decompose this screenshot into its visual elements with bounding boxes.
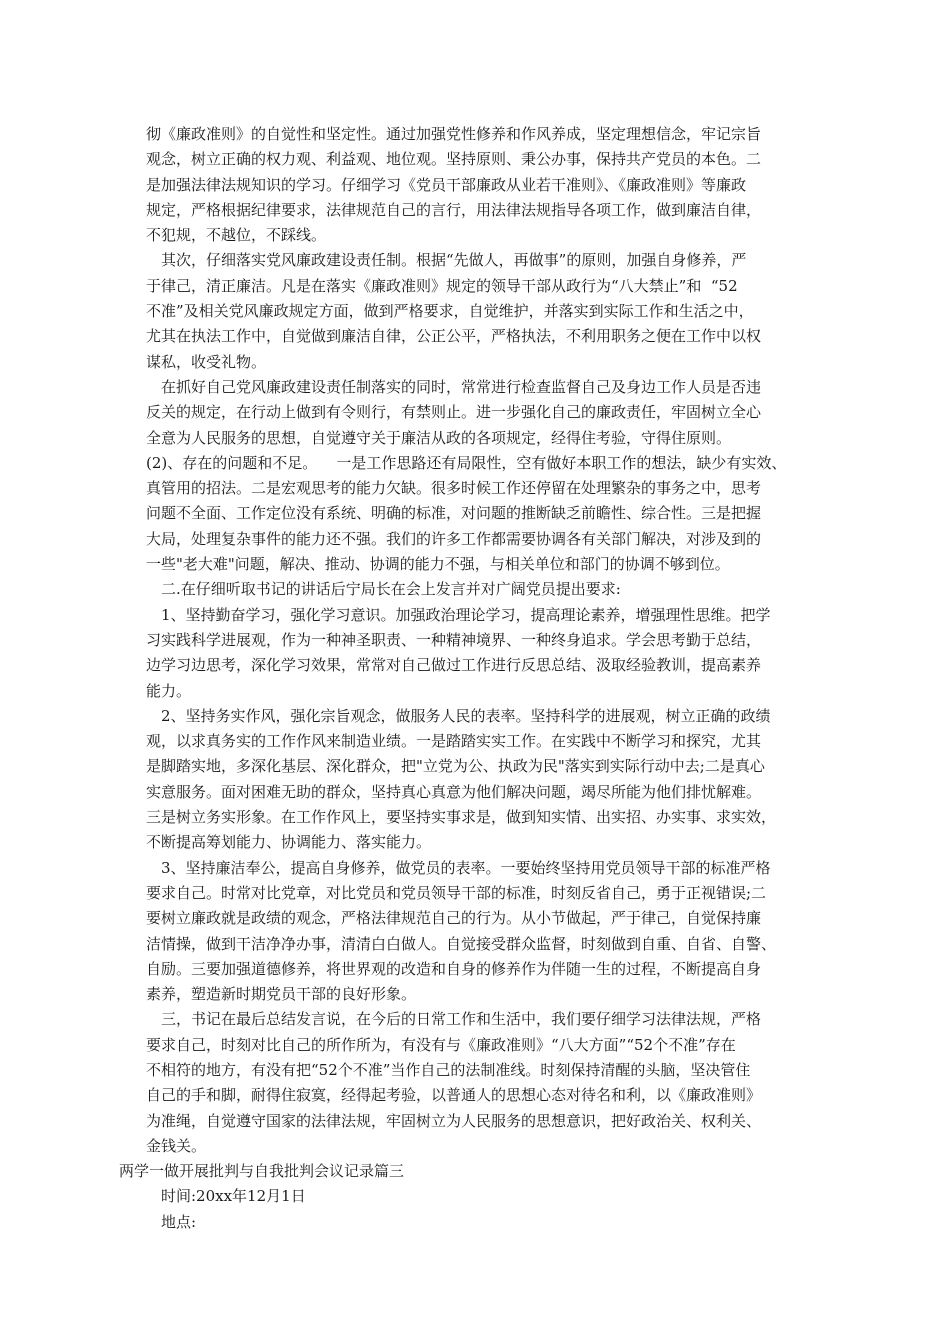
section-heading-line: (2)、存在的问题和不足。 一是工作思路还有局限性，空有做好本职工作的想法，缺少有实效、 — [146, 453, 787, 472]
text-line: 自己的手和脚，耐得住寂寞，经得起考验，以普通人的思想心态对待名和利，以《廉政准则》 — [146, 1086, 762, 1105]
text-line: 边学习边思考，深化学习效果，常常对自己做过工作进行反思总结、汲取经验教训，提高素养 — [146, 656, 762, 675]
text-line: 不准”及相关党风廉政规定方面，做到严格要求，自觉维护，并落实到实际工作和生活之中， — [146, 302, 754, 321]
text-line: 自励。三要加强道德修养，将世界观的改造和自身的修养作为伴随一生的过程，不断提高自身 — [146, 959, 762, 978]
text-line: 不犯规，不越位，不踩线。 — [146, 226, 327, 245]
text-line: 尤其在执法工作中，自觉做到廉洁自律，公正公平，严格执法，不利用职务之便在工作中以权 — [146, 327, 762, 346]
text-line: 实意服务。面对困难无助的群众，坚持真心真意为他们解决问题，竭尽所能为他们排忧解难。 — [146, 782, 762, 801]
text-line: 要树立廉政就是政绩的观念，严格法律规范自己的行为。从小节做起，严于律己，自觉保持廉 — [146, 909, 762, 928]
section-heading-line: 二.在仔细听取书记的讲话后宁局长在会上发言并对广阔党员提出要求: — [161, 580, 621, 599]
paragraph-start-line: 其次，仔细落实党风廉政建设责任制。根据“先做人，再做事”的原则，加强自身修养，严 — [161, 251, 747, 270]
text-line: 不断提高筹划能力、协调能力、落实能力。 — [146, 833, 432, 852]
paragraph-start-line: 2、坚持务实作风，强化宗旨观念，做服务人民的表率。坚持科学的进展观，树立正确的政绩 — [161, 706, 771, 725]
text-line: 真管用的招法。二是宏观思考的能力欠缺。很多时候工作还停留在处理繁杂的事务之中，思考 — [146, 479, 762, 498]
text-line: 观，以求真务实的工作作风来制造业绩。一是踏踏实实工作。在实践中不断学习和探究，尤其 — [146, 732, 762, 751]
text-line: 规定，严格根据纪律要求，法律规范自己的言行，用法律法规指导各项工作，做到廉洁自律， — [146, 200, 762, 219]
text-line: 三是树立务实形象。在工作作风上，要坚持实事求是，做到知实情、出实招、办实事、求实效， — [146, 808, 777, 827]
meeting-location: 地点: — [161, 1212, 197, 1231]
text-line: 洁情操，做到干洁净净办事，清清白白做人。自觉接受群众监督，时刻做到自重、自省、自警、 — [146, 934, 777, 953]
text-line: 谋私，收受礼物。 — [146, 352, 267, 371]
text-line: 于律己，清正廉洁。凡是在落实《廉政准则》规定的领导干部从政行为“八大禁止”和 “52 — [146, 276, 738, 295]
text-line: 要求自己，时刻对比自己的所作所为，有没有与《廉政准则》“八大方面”“52个不准”存在 — [146, 1035, 736, 1054]
text-line: 彻《廉政准则》的自觉性和坚定性。通过加强党性修养和作风养成，坚定理想信念，牢记宗旨 — [146, 125, 762, 143]
text-line: 反关的规定，在行动上做到有令则行，有禁则止。进一步强化自己的廉政责任，牢固树立全心 — [146, 403, 762, 422]
paragraph-start-line: 3、坚持廉洁奉公，提高自身修养，做党员的表率。一要始终坚持用党员领导干部的标准严格 — [161, 858, 771, 877]
article-title: 两学一做开展批判与自我批判会议记录篇三 — [119, 1162, 405, 1181]
meeting-time: 时间:20xx年12月1日 — [161, 1187, 306, 1206]
text-line: 是脚踏实地，多深化基层、深化群众，把"立党为公、执政为民"落实到实际行动中去;二是真心 — [146, 757, 765, 776]
paragraph-start-line: 在抓好自己党风廉政建设责任制落实的同时，常常进行检查监督自己及身边工作人员是否违 — [161, 377, 762, 396]
text-line: 要求自己。时常对比党章，对比党员和党员领导干部的标准，时刻反省自己，勇于正视错误;二 — [146, 883, 767, 902]
text-line: 一些"老大难"问题，解决、推动、协调的能力不强，与相关单位和部门的协调不够到位。 — [146, 555, 730, 574]
text-line: 素养，塑造新时期党员干部的良好形象。 — [146, 985, 417, 1004]
text-line: 是加强法律法规知识的学习。仔细学习《党员干部廉政从业若干准则》、《廉政准则》等廉政 — [146, 175, 747, 194]
paragraph-start-line: 1、坚持勤奋学习，强化学习意识。加强政治理论学习，提高理论素养，增强理性思维。把学 — [161, 605, 771, 624]
paragraph-start-line: 三，书记在最后总结发言说，在今后的日常工作和生活中，我们要仔细学习法律法规，严格 — [161, 1010, 762, 1029]
text-line: 大局，处理复杂事件的能力还不强。我们的许多工作都需要协调各有关部门解决，对涉及到的 — [146, 529, 762, 548]
text-line: 全意为人民服务的思想，自觉遵守关于廉洁从政的各项规定，经得住考验，守得住原则。 — [146, 428, 732, 447]
text-line: 问题不全面、工作定位没有系统、明确的标准，对问题的推断缺乏前瞻性、综合性。三是把握 — [146, 504, 762, 523]
text-line: 观念，树立正确的权力观、利益观、地位观。坚持原则、秉公办事，保持共产党员的本色。二 — [146, 150, 762, 169]
text-line: 为准绳，自觉遵守国家的法律法规，牢固树立为人民服务的思想意识，把好政治关、权利关、 — [146, 1111, 762, 1130]
document-body — [119, 122, 826, 1235]
text-line: 不相符的地方，有没有把“52个不准”当作自己的法制准线。时刻保持清醒的头脑，坚决管住 — [146, 1060, 751, 1079]
text-line: 能力。 — [146, 681, 192, 700]
text-line: 金钱关。 — [146, 1136, 207, 1155]
text-line: 习实践科学进展观，作为一种神圣职责、一种精神境界、一种终身追求。学会思考勤于总结， — [146, 630, 762, 649]
